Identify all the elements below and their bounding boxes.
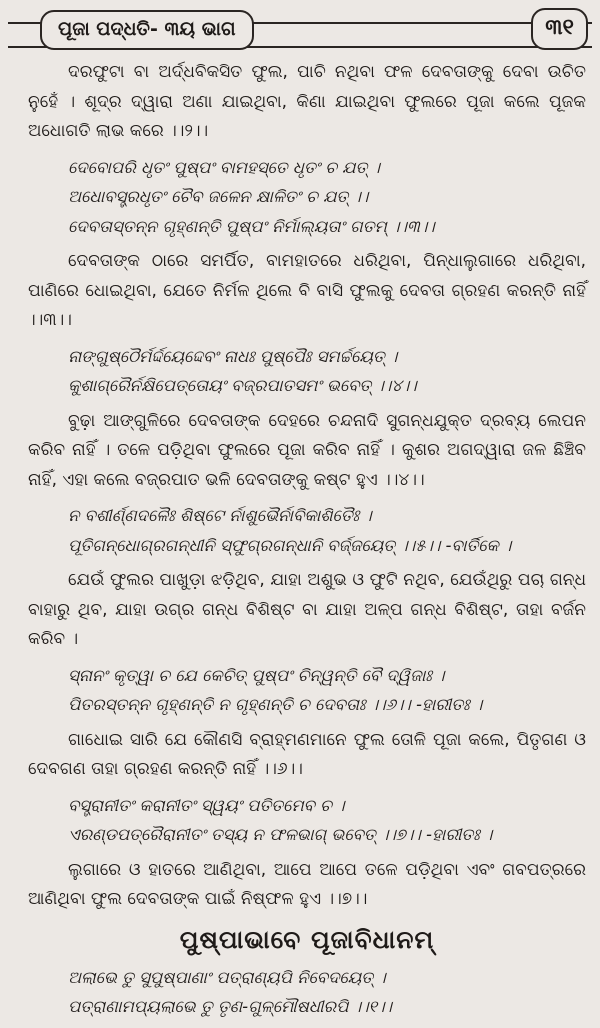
- body-paragraph: ଗାଧୋଇ ସାରି ଯେ କୌଣସି ବ୍ରାହ୍ମଣମାନେ ଫୁଲ ତୋଳି ପୂଜା କଲେ, ପିତୃଗଣ ଓ ଦେବଗଣ ତାହା ଗ୍ରହଣ କରନ୍ତି ନାହିଁ ।।୬।।: [28, 729, 586, 779]
- verse-line: ଏରଣ୍ଡପତ୍ରୈରାନୀତଂ ତସ୍ୟ ନ ଫଳଭାଗ୍ ଭବେତ୍ ।।୭।। -ହାରୀତଃ ।: [68, 825, 493, 844]
- body-paragraph: ଲୁଗାରେ ଓ ହାତରେ ଆଣିଥିବା, ଆପେ ଆପେ ତଳେ ପଡ଼ିଥିବା ଏବଂ ଗବପତ୍ରରେ ଆଣିଥିବା ଫୁଲ ଦେବତାଙ୍କ ପାଇଁ ନିଷ୍ଫଳ ହୁଏ ।।୭।।: [28, 859, 586, 909]
- verse-line: ନ ବଶୀର୍ଣ୍ଣଦଳୈଃ ଶିଷ୍ଟେ ର୍ନାଶୁଭୈର୍ନାବିକାଶିତୈଃ ।: [68, 506, 372, 525]
- verse-line: ପିତରସ୍ତନ୍ନ ଗୃହ୍ଣନ୍ତି ନ ଗୃହ୍ଣନ୍ତି ଚ ଦେବତାଃ ।।୬।। -ହାରୀତଃ ।: [68, 695, 483, 714]
- verse-line: ଦେବତାସ୍ତନ୍ନ ଗୃହ୍ଣନ୍ତି ପୁଷ୍ପଂ ନିର୍ମାଲ୍ୟତାଂ ଗତମ୍ ।।୩।।: [68, 216, 435, 236]
- body-paragraph: ଦେବତାଙ୍କ ଠାରେ ସମର୍ପିତ, ବାମହାତରେ ଧରିଥିବା, ପିନ୍ଧାଲୁଗାରେ ଧରିଥିବା, ପାଣିରେ ଧୋଇଥିବା, ଯେତେ ନିର୍ମଳ ଥିଲେ ବି ବାସି ଫୁଲକୁ ଦେବତା ଗ୍ରହଣ କରନ୍ତି ନାହିଁ ।।୩।।: [28, 251, 586, 330]
- verse-line: ସ୍ନାନଂ କୃତ୍ୱା ଚ ଯେ କେଚିତ୍ ପୁଷ୍ପଂ ଚିନ୍ୱନ୍ତି ବୈ ଦ୍ୱିଜାଃ ।: [68, 665, 445, 685]
- verse-line: ଅଧୋବସ୍ତ୍ରଧୃତଂ ଚୈବ ଜଳେନ କ୍ଷାଳିତଂ ଚ ଯତ୍ ।।: [68, 187, 369, 206]
- section-heading: ପୁଷ୍ପାଭାବେ ପୂଜାବିଧାନମ୍: [179, 924, 435, 954]
- body-paragraph: ଦରଫୁଟା ବା ଅର୍ଦ୍ଧବିକସିତ ଫୁଲ, ପାଚି ନଥିବା ଫଳ ଦେବତାଙ୍କୁ ଦେବା ଉଚିତ ନୁହେଁ । ଶୂଦ୍ର ଦ୍ୱାରା ଅଣା ଯାଇଥିବା, କିଣା ଯାଇଥିବା ଫୁଲରେ ପୂଜା କଲେ ପୂଜକ ଅଧୋଗତି ଲାଭ କରେ ।।୨।।: [28, 62, 586, 141]
- sanskrit-verse: [68, 661, 586, 720]
- body-paragraph: ବୁଢ଼ା ଆଙ୍ଗୁଳିରେ ଦେବତାଙ୍କ ଦେହରେ ଚନ୍ଦନାଦି ସୁଗନ୍ଧଯୁକ୍ତ ଦ୍ରବ୍ୟ ଲେପନ କରିବ ନାହିଁ । ତଳେ ପଡ଼ିଥିବା ଫୁଲରେ ପୂଜା କରିବ ନାହିଁ । କୁଶର ଅଗଦ୍ୱାରା ଜଳ ଛିଞ୍ଚିବ ନାହିଁ, ଏହା କଲେ ବଜ୍ରପାତ ଭଳି ଦେବତାଙ୍କୁ କଷ୍ଟ ହୁଏ ।।୪।।: [28, 410, 586, 490]
- sanskrit-verse: [68, 501, 586, 560]
- verse-line: ଦେବୋପରି ଧୃତଂ ପୁଷ୍ପଂ ବାମହସ୍ତେ ଧୃତଂ ଚ ଯତ୍ ।: [68, 157, 380, 177]
- body-paragraph: ଯେଉଁ ଫୁଲର ପାଖୁଡ଼ା ଝଡ଼ିଥିବ, ଯାହା ଅଶୁଭ ଓ ଫୁଟି ନଥିବ, ଯେଉଁଥିରୁ ପଚା ଗନ୍ଧ ବାହାରୁ ଥିବ, ଯାହା ଉଗ୍ର ଗନ୍ଧ ବିଶିଷ୍ଟ ବା ଯାହା ଅଳ୍ପ ଗନ୍ଧ ବିଶିଷ୍ଟ, ତାହା ବର୍ଜନ କରିବ ।: [28, 570, 586, 649]
- verse-line: ପୂତିଗନ୍ଧୋଗ୍ରଗନ୍ଧୀନି ସ୍ଫୁଗ୍ରଗନ୍ଧାନି ବର୍ଜ୍ଜୟେତ୍ ।।୫।। -ବାର୍ତିକେ ।: [68, 535, 512, 555]
- page-number: ୩୧: [531, 8, 588, 50]
- sanskrit-verse: [68, 963, 586, 1022]
- sanskrit-verse: [68, 342, 586, 401]
- verse-line: ନାଙ୍ଗୁଷ୍ଠୈର୍ମର୍ଦ୍ଦୟେଦ୍ଦେବଂ ନାଧଃ ପୁଷ୍ପୈଃ ସମର୍ଚ୍ଚୟେତ୍ ।: [68, 346, 398, 366]
- verse-line: କୁଶାଗ୍ରୈର୍ନକ୍ଷିପେତ୍ତୋୟଂ ବଜ୍ରପାତସମଂ ଭବେତ୍ ।।୪।।: [68, 376, 417, 395]
- verse-line: ପତ୍ରାଣାମପ୍ୟଲାଭେ ତୁ ତୃଣ-ଗୁଳ୍ମୌଷଧୀରପି ।।୧।।: [68, 997, 392, 1016]
- page-body: [28, 58, 586, 1028]
- verse-line: ଅଲାଭେ ତୁ ସୁପୁଷ୍ପାଣାଂ ପତ୍ରାଣ୍ୟପି ନିବେଦୟେତ୍ ।: [68, 967, 386, 987]
- running-header-title: ପୂଜା ପଦ୍ଧତି- ୩ୟ ଭାଗ: [40, 10, 254, 50]
- sanskrit-verse: [68, 791, 586, 850]
- verse-line: ବସ୍ତ୍ରାନୀତଂ କରାନୀତଂ ସ୍ୱୟଂ ପତିତମେବ ଚ ।: [68, 795, 345, 815]
- sanskrit-verse: [68, 153, 586, 242]
